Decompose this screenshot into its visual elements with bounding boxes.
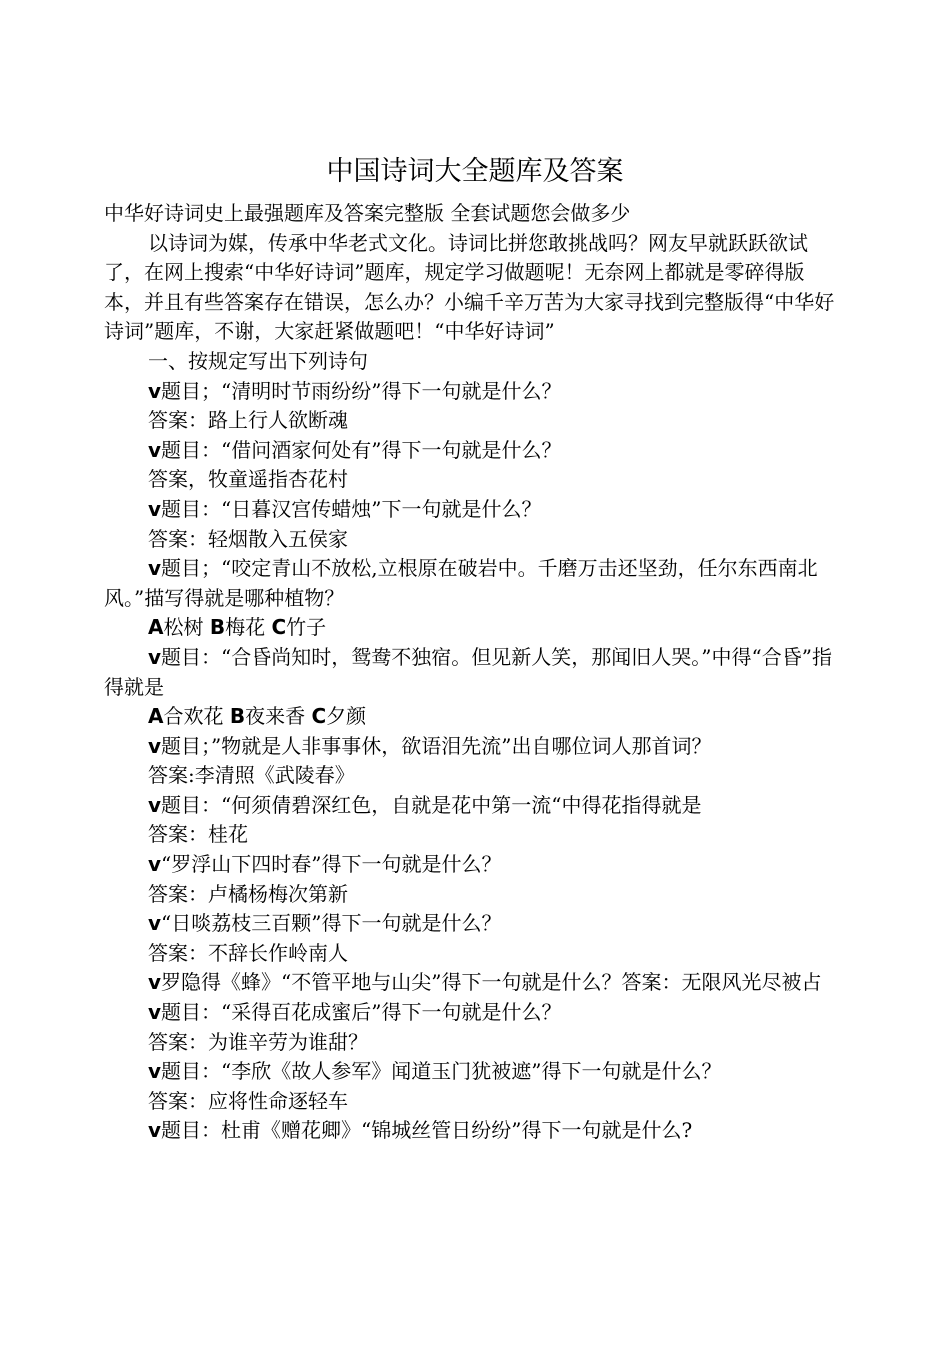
- question-marker: v: [148, 1118, 162, 1143]
- answer-text: 答案：路上行人欲断魂: [148, 408, 348, 433]
- answer-line: [104, 939, 844, 969]
- question-line: [104, 998, 844, 1028]
- option-letter: B: [229, 704, 246, 729]
- option-text: 竹子: [286, 615, 327, 640]
- question-marker: v: [148, 1000, 162, 1025]
- option-letter: C: [271, 615, 287, 640]
- question-line: [104, 495, 844, 525]
- question-marker: v: [148, 911, 162, 936]
- question-text: 题目：“日暮汉宫传蜡烛”下一句就是什么？: [161, 496, 542, 521]
- question-text: 罗隐得《蜂》“不管平地与山尖”得下一句就是什么？答案：无限风光尽被占: [161, 970, 822, 995]
- answer-line: [104, 880, 844, 910]
- answer-line: [104, 525, 844, 555]
- question-line: [104, 909, 844, 939]
- question-paragraph: [104, 643, 844, 702]
- answer-line: [104, 1028, 844, 1058]
- question-marker: v: [148, 556, 162, 581]
- question-text: 题目：杜甫《赠花卿》“锦城丝管日纷纷”得下一句就是什么?: [161, 1118, 693, 1143]
- answer-line: [104, 406, 844, 436]
- question-line: [104, 1057, 844, 1087]
- option-letter: A: [148, 615, 164, 640]
- question-text: 题目；”物就是人非事事休，欲语泪先流”出自哪位词人那首词？: [161, 733, 712, 758]
- answer-text: 答案：不辞长作岭南人: [148, 940, 348, 965]
- question-marker: v: [148, 792, 162, 817]
- answer-text: 答案，牧童遥指杏花村: [148, 467, 348, 492]
- answer-text: 答案：轻烟散入五侯家: [148, 526, 348, 551]
- answer-line: [104, 820, 844, 850]
- document-body: [104, 199, 844, 1146]
- question-marker: v: [148, 970, 162, 995]
- question-marker: v: [148, 852, 162, 877]
- options-row: [104, 702, 844, 732]
- option-letter: C: [311, 704, 327, 729]
- document-title: 中国诗词大全题库及答案: [326, 156, 624, 187]
- question-text: 题目；“清明时节雨纷纷”得下一句就是什么？: [161, 378, 562, 403]
- question-text: 题目；“咬定青山不放松,立根原在破岩中。千磨万击还坚劲，任尔东西南北风。”描写得就是哪种植物？: [104, 556, 818, 610]
- question-line: [104, 436, 844, 466]
- answer-line: [104, 761, 844, 791]
- answer-text: 答案：为谁辛劳为谁甜？: [148, 1029, 368, 1054]
- question-list: [104, 732, 844, 969]
- question-marker: v: [148, 644, 162, 669]
- answer-line: [104, 465, 844, 495]
- subtitle: 中华好诗词史上最强题库及答案完整版 全套试题您会做多少: [104, 201, 631, 225]
- question-marker: v: [148, 378, 162, 403]
- question-list: [104, 998, 844, 1146]
- question-text: “罗浮山下四时春”得下一句就是什么？: [161, 852, 502, 877]
- question-marker: v: [148, 437, 162, 462]
- question-list: [104, 377, 844, 555]
- question-line: [104, 1116, 844, 1146]
- section-heading: 一、按规定写出下列诗句: [148, 348, 368, 373]
- question-line: [104, 791, 844, 821]
- question-paragraph: [104, 554, 844, 613]
- option-text: 梅花: [225, 615, 266, 640]
- option-text: 松树: [163, 615, 204, 640]
- question-line: [104, 850, 844, 880]
- question-paragraph: [104, 968, 844, 998]
- question-marker: v: [148, 1059, 162, 1084]
- question-line: [104, 732, 844, 762]
- intro-paragraph: 以诗词为媒，传承中华老式文化。诗词比拼您敢挑战吗？网友早就跃跃欲试了，在网上搜索“中华好诗词”题库，规定学习做题呢！无奈网上都就是零碎得版本，并且有些答案存在错误，怎么办？小编千辛万苦为大家寻找到完整版得“中华好诗词”题库，不谢，大家赶紧做题吧！“中华好诗词”: [104, 230, 835, 344]
- question-marker: v: [148, 733, 162, 758]
- answer-text: 答案：应将性命逐轻车: [148, 1088, 348, 1113]
- answer-line: [104, 1087, 844, 1117]
- option-text: 夜来香: [245, 704, 306, 729]
- option-text: 夕颜: [326, 704, 367, 729]
- answer-text: 答案:李清照《武陵春》: [148, 763, 355, 788]
- answer-text: 答案：卢橘杨梅次第新: [148, 881, 348, 906]
- options-row: [104, 613, 844, 643]
- question-text: 题目：“合昏尚知时，鸳鸯不独宿。但见新人笑，那闻旧人哭。”中得“合昏”指得就是: [104, 644, 832, 699]
- question-line: [104, 377, 844, 407]
- option-letter: B: [209, 615, 226, 640]
- question-text: 题目：“李欣《故人参军》闻道玉门犹被遮”得下一句就是什么？: [161, 1059, 722, 1084]
- option-letter: A: [148, 704, 164, 729]
- question-text: 题目：“借问酒家何处有”得下一句就是什么？: [161, 437, 562, 462]
- question-marker: v: [148, 496, 162, 521]
- question-text: 题目：“采得百花成蜜后”得下一句就是什么？: [161, 1000, 562, 1025]
- option-text: 合欢花: [163, 704, 224, 729]
- question-text: “日啖荔枝三百颗”得下一句就是什么？: [161, 911, 502, 936]
- answer-text: 答案：桂花: [148, 822, 248, 847]
- question-text: 题目：“何须倩碧深红色，自就是花中第一流“中得花指得就是: [161, 792, 702, 817]
